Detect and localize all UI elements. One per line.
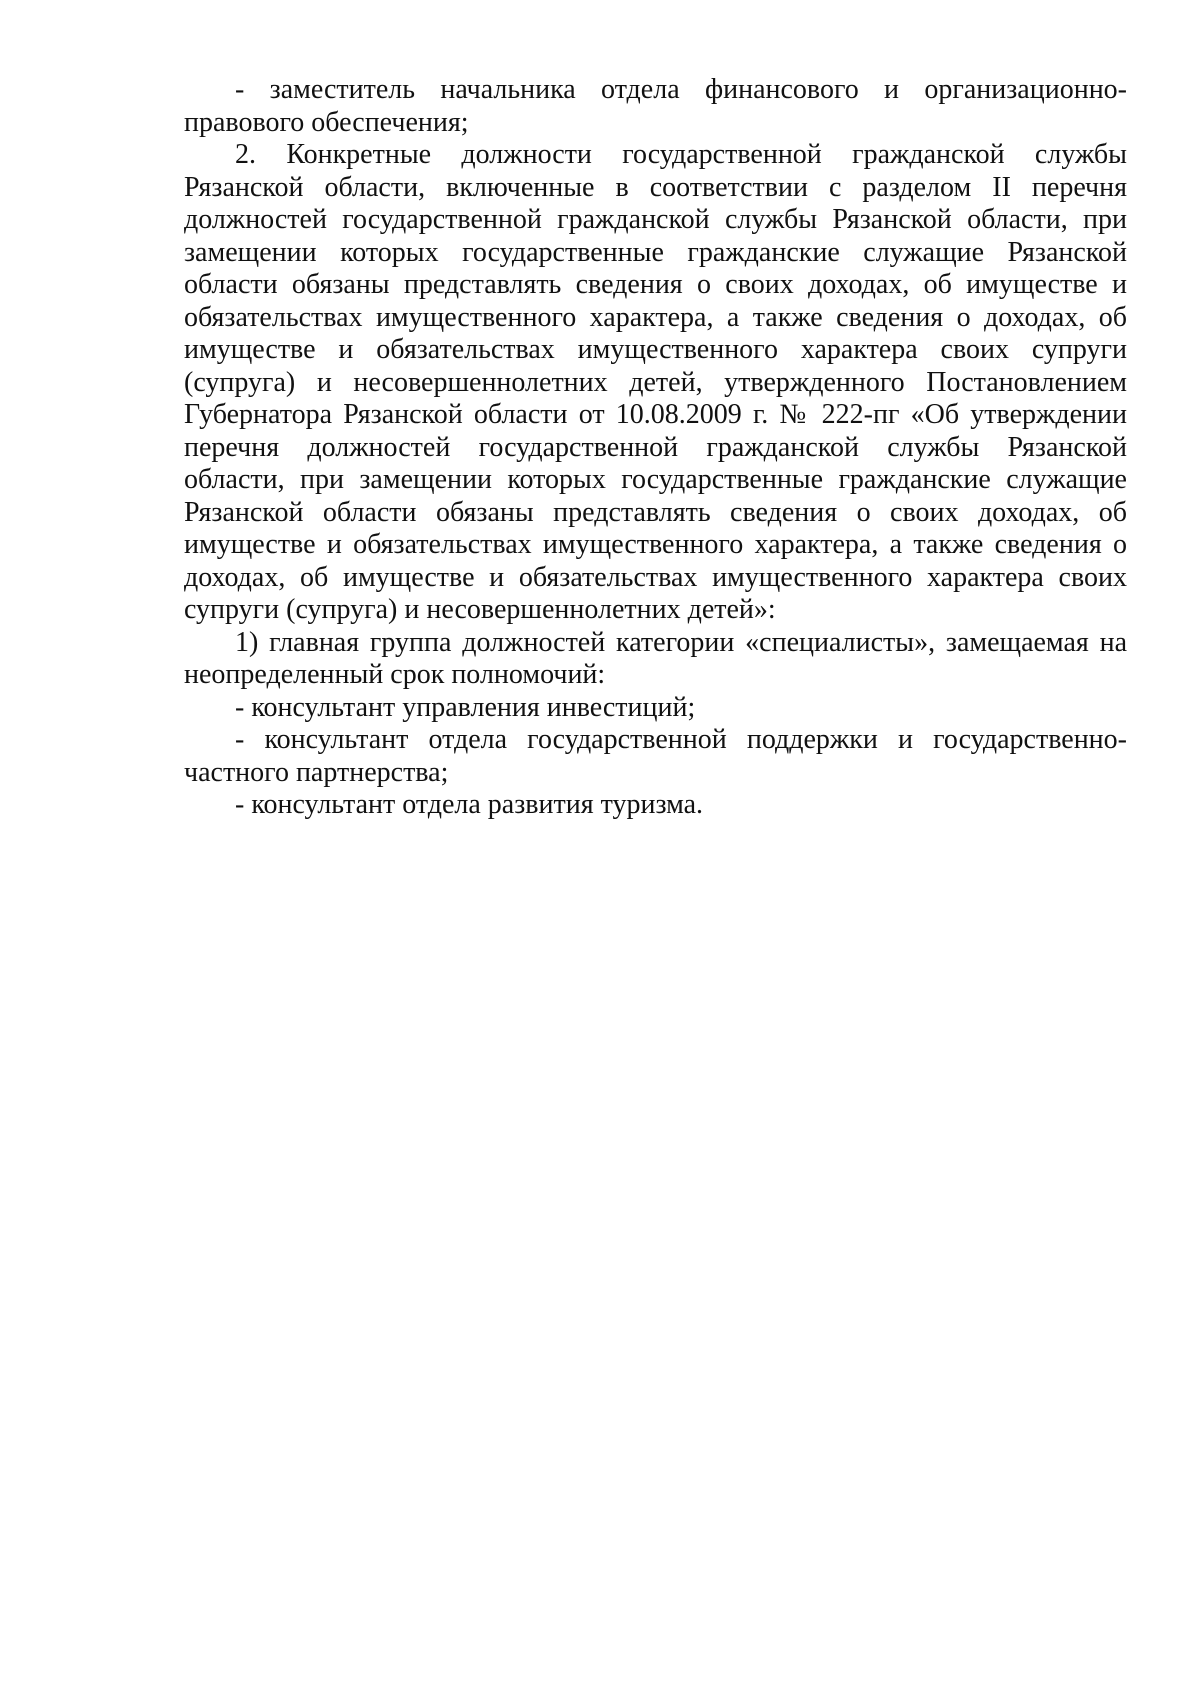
paragraph-item-2-positions: 2. Конкретные должности государственной гражданской службы Рязанской области, включенные в соответствии с разделом II перечня должностей государственной гражданской службы Рязанской области, при замещении которых государственные гражданские служащие Рязанской области обязаны представлять сведения о своих доходах, об имуществе и обязательствах имущественного характера, а также сведения о доходах, об имуществе и обязательствах имущественного характера своих супруги (супруга) и несовершеннолетних детей, утвержденного Постановлением Губернатора Рязанской области от 10.08.2009 г. № 222-пг «Об утверждении перечня должностей государственной гражданской службы Рязанской области, при замещении которых государственные гражданские служащие Рязанской области обязаны представлять сведения о своих доходах, об имуществе и обязательствах имущественного характера, а также сведения о доходах, об имуществе и обязательствах имущественного характера своих супруги (супруга) и несовершеннолетних детей»: — [184, 139, 1127, 625]
paragraph-consultant-state-support: - консультант отдела государственной поддержки и государственно-частного партнерства; — [184, 724, 1127, 788]
paragraph-deputy-head-finance: - заместитель начальника отдела финансового и организационно-правового обеспечения; — [184, 74, 1127, 138]
document-body — [184, 74, 1127, 822]
paragraph-consultant-tourism: - консультант отдела развития туризма. — [235, 789, 704, 820]
paragraph-consultant-investments: - консультант управления инвестиций; — [235, 691, 696, 723]
paragraph-main-group-specialists: 1) главная группа должностей категории «специалисты», замещаемая на неопределенный срок полномочий: — [184, 626, 1127, 690]
